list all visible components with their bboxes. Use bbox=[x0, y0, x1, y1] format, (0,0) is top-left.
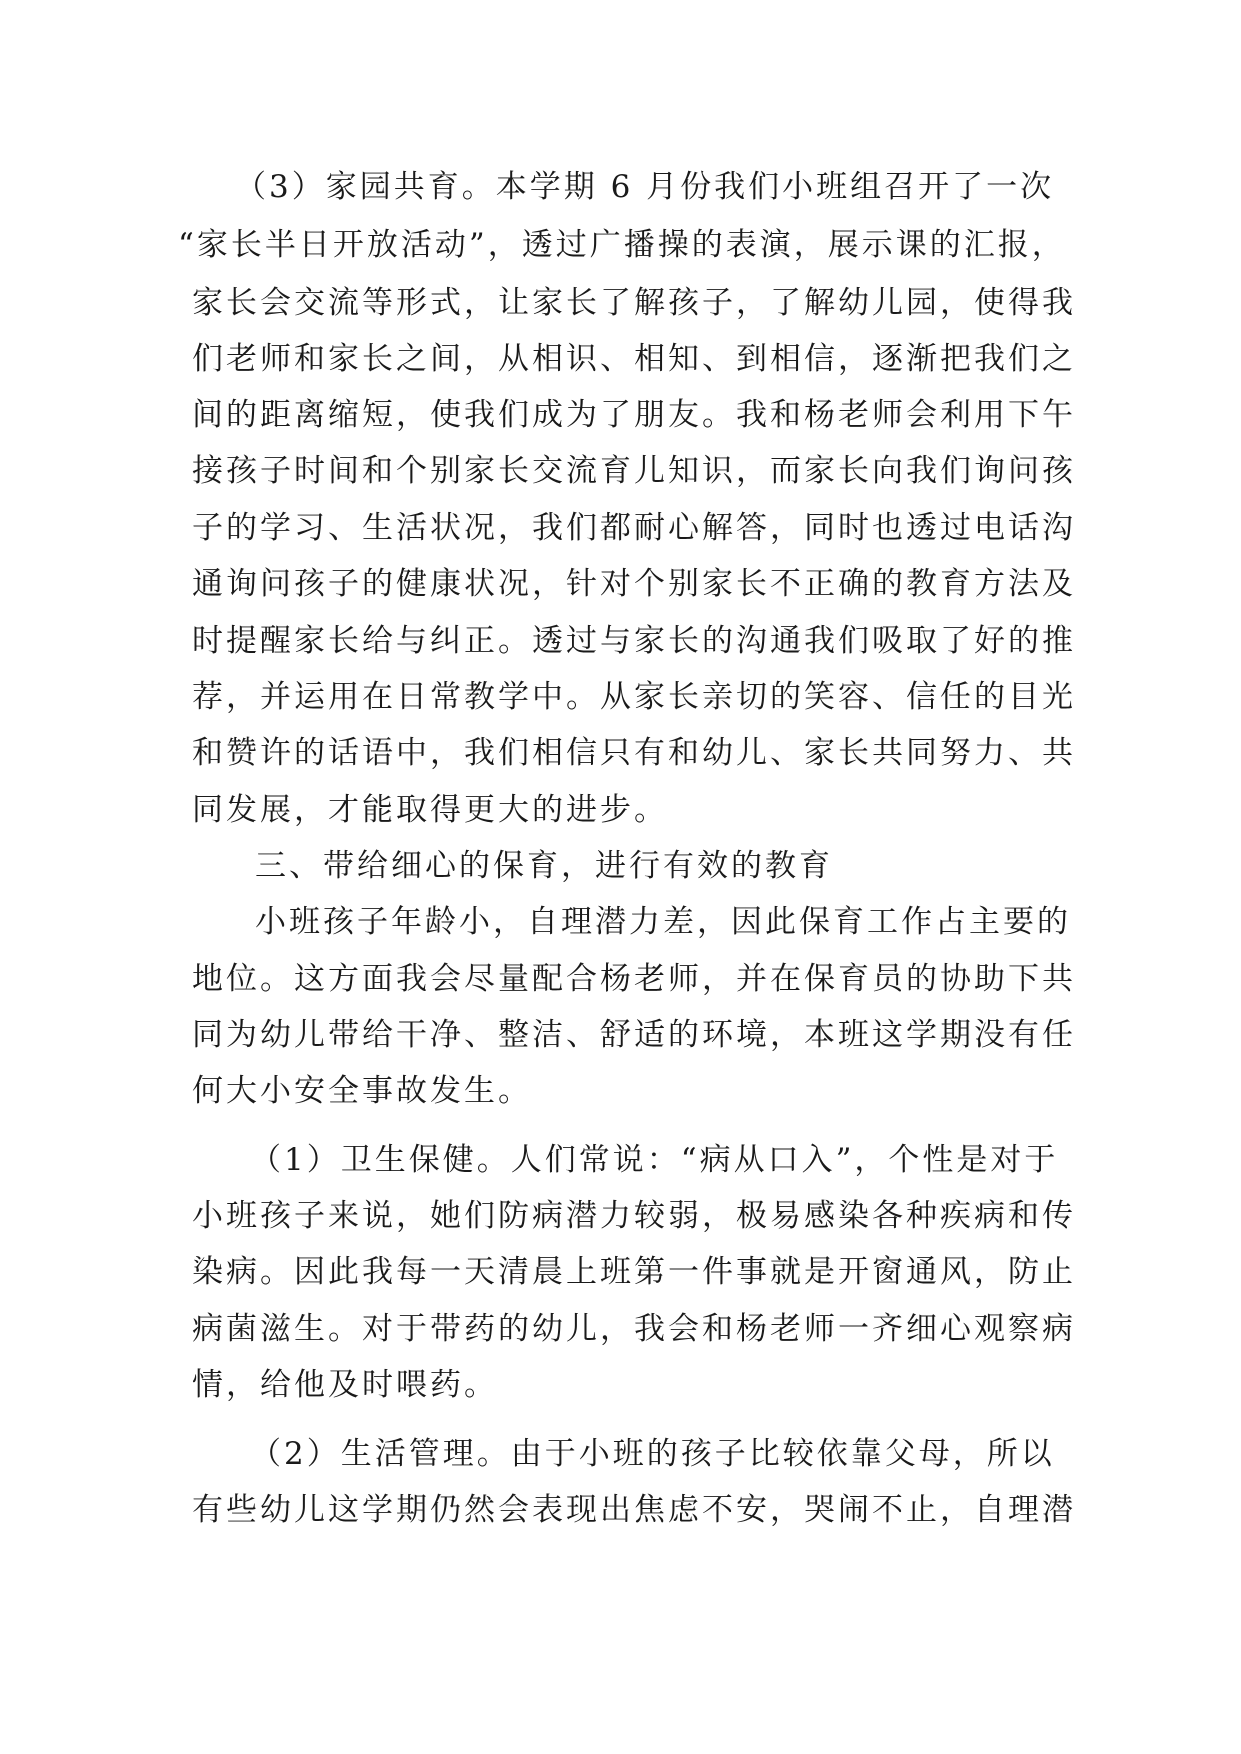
paragraph-line: “家长半日开放活动”，透过广播操的表演，展示课的汇报， bbox=[178, 227, 1066, 263]
paragraph-line: 染病。因此我每一天清晨上班第一件事就是开窗通风，防止 bbox=[192, 1254, 1076, 1290]
paragraph-line: （1）卫生保健。人们常说：“病从口入”，个性是对于 bbox=[250, 1142, 1059, 1178]
paragraph-line: 情，给他及时喂药。 bbox=[192, 1367, 498, 1403]
paragraph-line: 时提醒家长给与纠正。透过与家长的沟通我们吸取了好的推 bbox=[192, 623, 1076, 659]
paragraph-line: 子的学习、生活状况，我们都耐心解答，同时也透过电话沟 bbox=[192, 510, 1076, 546]
section-heading: 三、带给细心的保育，进行有效的教育 bbox=[255, 848, 833, 884]
paragraph-line: 间的距离缩短，使我们成为了朋友。我和杨老师会利用下午 bbox=[192, 397, 1076, 433]
paragraph-line: 接孩子时间和个别家长交流育儿知识，而家长向我们询问孩 bbox=[192, 453, 1076, 489]
paragraph-line: 病菌滋生。对于带药的幼儿，我会和杨老师一齐细心观察病 bbox=[192, 1311, 1076, 1347]
paragraph-line: 小班孩子来说，她们防病潜力较弱，极易感染各种疾病和传 bbox=[192, 1198, 1076, 1234]
paragraph-line: 有些幼儿这学期仍然会表现出焦虑不安，哭闹不止，自理潜 bbox=[192, 1492, 1076, 1528]
paragraph-line: 荐，并运用在日常教学中。从家长亲切的笑容、信任的目光 bbox=[192, 679, 1076, 715]
paragraph-line: 同发展，才能取得更大的进步。 bbox=[192, 792, 668, 828]
paragraph-line: 小班孩子年龄小，自理潜力差，因此保育工作占主要的 bbox=[255, 904, 1071, 940]
paragraph-line: 家长会交流等形式，让家长了解孩子，了解幼儿园，使得我 bbox=[192, 285, 1076, 321]
paragraph-line: 何大小安全事故发生。 bbox=[192, 1073, 532, 1109]
paragraph-line: 同为幼儿带给干净、整洁、舒适的环境，本班这学期没有任 bbox=[192, 1017, 1076, 1053]
paragraph-line: 们老师和家长之间，从相识、相知、到相信，逐渐把我们之 bbox=[192, 341, 1076, 377]
paragraph-line: 和赞许的话语中，我们相信只有和幼儿、家长共同努力、共 bbox=[192, 735, 1076, 771]
paragraph-line: 地位。这方面我会尽量配合杨老师，并在保育员的协助下共 bbox=[192, 961, 1076, 997]
paragraph-line: 通询问孩子的健康状况，针对个别家长不正确的教育方法及 bbox=[192, 566, 1076, 602]
paragraph-line: （2）生活管理。由于小班的孩子比较依靠父母，所以 bbox=[250, 1436, 1055, 1472]
paragraph-line: （3）家园共育。本学期 6 月份我们小班组召开了一次 bbox=[235, 169, 1055, 205]
